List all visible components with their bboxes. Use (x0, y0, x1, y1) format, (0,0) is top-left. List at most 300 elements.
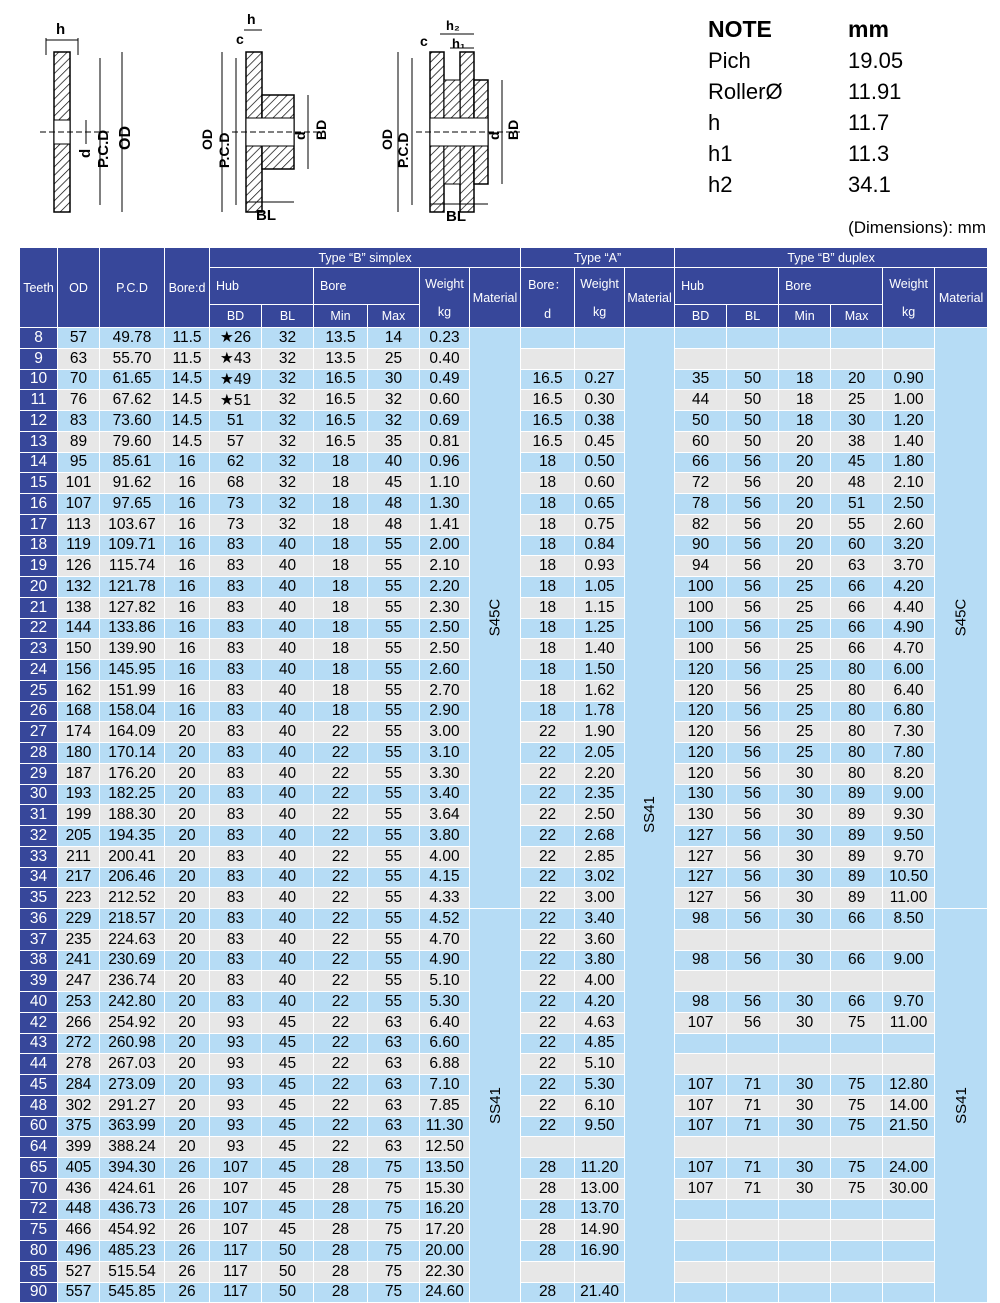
table-cell: 12.80 (883, 1075, 935, 1096)
table-cell (883, 348, 935, 369)
table-cell: 16 (165, 535, 210, 556)
table-cell: 31 (20, 805, 58, 826)
table-cell: 454.92 (100, 1220, 165, 1241)
table-cell: 545.85 (100, 1282, 165, 1303)
table-cell: 2.50 (420, 618, 470, 639)
table-cell: 121.78 (100, 577, 165, 598)
table-cell: ★51 (210, 390, 262, 411)
table-cell: 4.70 (883, 639, 935, 660)
table-cell (779, 1199, 831, 1220)
table-cell: 22 (314, 909, 368, 930)
table-cell: 1.78 (575, 701, 625, 722)
material-label: S45C (486, 598, 504, 637)
table-cell: 64 (20, 1137, 58, 1158)
table-cell: 3.10 (420, 743, 470, 764)
table-cell: 56 (727, 846, 779, 867)
table-cell: 1.62 (575, 680, 625, 701)
fig2-bd-label: BD (313, 119, 329, 140)
table-cell (727, 328, 779, 349)
table-cell: 22 (314, 971, 368, 992)
table-cell: 56 (727, 1012, 779, 1033)
table-cell: 1.40 (883, 431, 935, 452)
table-cell: 63 (368, 1137, 420, 1158)
table-cell: 93 (210, 1095, 262, 1116)
table-cell: 51 (831, 494, 883, 515)
table-cell: 5.10 (575, 1054, 625, 1075)
table-cell: 18 (521, 452, 575, 473)
table-cell (521, 1261, 575, 1282)
table-cell: 40 (262, 701, 314, 722)
table-cell: 32 (262, 369, 314, 390)
table-cell: 20 (165, 743, 210, 764)
fig3-bd-label: BD (505, 119, 521, 140)
table-cell: 40 (262, 535, 314, 556)
table-cell: 22 (314, 888, 368, 909)
table-cell: 83 (210, 888, 262, 909)
table-cell: 25 (20, 680, 58, 701)
table-cell: 20 (165, 722, 210, 743)
col-od: OD (58, 248, 100, 328)
table-cell: 20 (165, 867, 210, 888)
table-cell: 2.05 (575, 743, 625, 764)
table-cell: 55 (368, 618, 420, 639)
table-cell: 89 (831, 784, 883, 805)
table-cell: 3.00 (420, 722, 470, 743)
table-cell: 3.30 (420, 763, 470, 784)
type-b-simplex-figure (199, 11, 329, 224)
table-cell: 107 (210, 1199, 262, 1220)
table-cell: 30 (779, 826, 831, 847)
table-cell: 22 (314, 743, 368, 764)
table-cell: 139.90 (100, 639, 165, 660)
table-cell: ★43 (210, 348, 262, 369)
table-cell: 18 (521, 618, 575, 639)
table-cell: 9.00 (883, 950, 935, 971)
table-cell: 22 (521, 763, 575, 784)
table-cell: 36 (20, 909, 58, 930)
table-cell: 4.33 (420, 888, 470, 909)
note-key: Pich (708, 47, 751, 73)
table-cell: 107 (675, 1095, 727, 1116)
table-cell (779, 1054, 831, 1075)
table-cell: 16 (165, 680, 210, 701)
table-cell (883, 1033, 935, 1054)
table-cell: 48 (368, 514, 420, 535)
table-cell: 40 (262, 888, 314, 909)
table-cell: 25 (779, 639, 831, 660)
table-cell: 55.70 (100, 348, 165, 369)
note-panel (708, 14, 968, 200)
note-value: 19.05 (848, 47, 904, 73)
col-pcd: P.C.D (100, 248, 165, 328)
table-cell: 253 (58, 992, 100, 1013)
col-teeth: Teeth (20, 248, 58, 328)
table-cell: 18 (314, 618, 368, 639)
table-cell: 24.60 (420, 1282, 470, 1303)
table-cell: 75 (831, 1116, 883, 1137)
table-cell: 18 (521, 701, 575, 722)
table-cell: 16 (165, 556, 210, 577)
table-cell: 2.85 (575, 846, 625, 867)
simplex-material-cell (470, 909, 521, 1303)
duplex-kg-label: kg (901, 304, 916, 319)
table-cell: 20 (165, 909, 210, 930)
table-cell: 18 (314, 494, 368, 515)
table-cell: 18 (521, 660, 575, 681)
table-cell: 188.30 (100, 805, 165, 826)
table-cell: 9.70 (883, 846, 935, 867)
table-cell: 223 (58, 888, 100, 909)
table-cell: 22 (521, 784, 575, 805)
table-cell: 35 (20, 888, 58, 909)
table-cell: 100 (675, 639, 727, 660)
simplex-weight-label: Weight (425, 276, 464, 291)
table-cell: 28 (314, 1178, 368, 1199)
table-cell: 22 (521, 743, 575, 764)
table-cell: 91.62 (100, 473, 165, 494)
fig3-od-label: OD (379, 129, 395, 150)
table-cell: 28 (521, 1220, 575, 1241)
table-cell: 55 (831, 514, 883, 535)
table-cell: 18 (521, 577, 575, 598)
table-cell: 2.60 (883, 514, 935, 535)
note-key: RollerØ (708, 78, 783, 104)
table-cell (575, 348, 625, 369)
dimensions-caption: (Dimensions): mm (848, 218, 986, 237)
table-cell: 30 (779, 950, 831, 971)
table-cell: 260.98 (100, 1033, 165, 1054)
duplex-weight-label: Weight (889, 276, 928, 291)
table-cell: 26 (165, 1158, 210, 1179)
material-label: SS41 (952, 1086, 970, 1124)
table-cell: 45 (262, 1199, 314, 1220)
table-cell: 45 (262, 1178, 314, 1199)
table-cell: 4.20 (883, 577, 935, 598)
table-cell: 22 (314, 1033, 368, 1054)
table-cell: 56 (727, 950, 779, 971)
table-cell: 73.60 (100, 411, 165, 432)
sprocket-spec-table (19, 247, 988, 1303)
table-cell: 22 (521, 826, 575, 847)
table-cell: 83 (210, 805, 262, 826)
table-cell: 17.20 (420, 1220, 470, 1241)
table-cell: 22 (521, 1095, 575, 1116)
table-cell: 40 (262, 784, 314, 805)
table-cell (779, 1033, 831, 1054)
a-bore-label: Bore： (528, 277, 568, 292)
table-cell: 6.40 (883, 680, 935, 701)
table-cell: 55 (368, 867, 420, 888)
table-cell: 56 (727, 826, 779, 847)
table-cell: 107 (675, 1158, 727, 1179)
table-cell: 28 (521, 1178, 575, 1199)
table-cell: 45 (262, 1012, 314, 1033)
table-cell: 9.70 (883, 992, 935, 1013)
table-cell: 40 (262, 639, 314, 660)
table-cell (883, 1199, 935, 1220)
table-cell (779, 1261, 831, 1282)
table-cell: 2.35 (575, 784, 625, 805)
note-value: 11.3 (848, 140, 890, 166)
table-cell: 30 (779, 992, 831, 1013)
table-cell: 212.52 (100, 888, 165, 909)
table-cell: 107 (210, 1178, 262, 1199)
table-cell: 16 (165, 597, 210, 618)
table-cell: 18 (521, 514, 575, 535)
table-cell: 20 (165, 826, 210, 847)
table-cell: 211 (58, 846, 100, 867)
table-cell: 40 (262, 846, 314, 867)
plate-sprocket-figure (40, 21, 134, 212)
table-cell: 25 (779, 680, 831, 701)
table-cell: 35 (368, 431, 420, 452)
table-cell: 14 (20, 452, 58, 473)
table-cell (779, 971, 831, 992)
a-material-header: Material (625, 268, 675, 328)
table-cell: 63 (368, 1012, 420, 1033)
table-cell: 20 (165, 971, 210, 992)
table-cell: 16.5 (314, 369, 368, 390)
table-cell: 6.40 (420, 1012, 470, 1033)
table-cell: 71 (727, 1095, 779, 1116)
table-cell: 45 (20, 1075, 58, 1096)
table-cell (883, 1282, 935, 1303)
table-cell: 158.04 (100, 701, 165, 722)
table-cell: 89 (831, 826, 883, 847)
table-cell: 65 (20, 1158, 58, 1179)
type-a-material-cell (625, 328, 675, 1303)
table-cell: 4.90 (420, 950, 470, 971)
table-cell: 120 (675, 660, 727, 681)
table-cell: 56 (727, 473, 779, 494)
table-cell: 22 (314, 950, 368, 971)
table-cell: 25 (779, 660, 831, 681)
table-cell: 0.30 (575, 390, 625, 411)
table-cell: 557 (58, 1282, 100, 1303)
table-cell (883, 1241, 935, 1262)
table-cell: 107 (210, 1158, 262, 1179)
table-cell: 22 (314, 826, 368, 847)
table-cell: 40 (262, 743, 314, 764)
table-cell: 151.99 (100, 680, 165, 701)
table-cell: 18 (521, 473, 575, 494)
table-cell: 4.40 (883, 597, 935, 618)
table-cell: 32 (262, 514, 314, 535)
table-cell: 1.20 (883, 411, 935, 432)
table-cell: 22 (521, 950, 575, 971)
table-cell: 18 (314, 680, 368, 701)
table-cell: 20 (165, 1075, 210, 1096)
table-cell: 20 (165, 1012, 210, 1033)
table-cell: 107 (675, 1012, 727, 1033)
table-cell: 2.30 (420, 597, 470, 618)
table-cell: 120 (675, 722, 727, 743)
table-cell: 20 (779, 514, 831, 535)
table-cell: 55 (368, 826, 420, 847)
fig1-h-label: h (56, 21, 66, 38)
table-cell: 25 (368, 348, 420, 369)
table-cell: 254.92 (100, 1012, 165, 1033)
table-cell: 18 (314, 577, 368, 598)
table-cell: 13.5 (314, 328, 368, 349)
table-cell: 3.40 (420, 784, 470, 805)
table-cell: 30 (779, 1012, 831, 1033)
table-cell: 448 (58, 1199, 100, 1220)
table-cell: 56 (727, 680, 779, 701)
table-cell: 0.45 (575, 431, 625, 452)
simplex-hub-header: Hub (210, 268, 314, 305)
table-cell: 127 (675, 826, 727, 847)
table-cell: 22 (521, 722, 575, 743)
table-cell: 40 (262, 660, 314, 681)
table-cell: 7.30 (883, 722, 935, 743)
table-cell: 55 (368, 722, 420, 743)
table-cell: 485.23 (100, 1241, 165, 1262)
table-cell: 63 (831, 556, 883, 577)
fig1-od-label: OD (117, 126, 134, 150)
table-cell: 133.86 (100, 618, 165, 639)
table-cell: 2.50 (420, 639, 470, 660)
table-cell: 20 (165, 992, 210, 1013)
table-cell: 56 (727, 909, 779, 930)
table-cell: 32 (262, 411, 314, 432)
table-cell: 75 (20, 1220, 58, 1241)
table-cell: 45 (262, 1054, 314, 1075)
table-cell: 363.99 (100, 1116, 165, 1137)
table-cell: 50 (727, 411, 779, 432)
table-cell: 45 (262, 1220, 314, 1241)
table-cell: 83 (210, 597, 262, 618)
table-cell: 89 (831, 846, 883, 867)
table-cell: 93 (210, 1116, 262, 1137)
table-cell: 247 (58, 971, 100, 992)
table-cell (727, 1054, 779, 1075)
table-cell: 0.60 (575, 473, 625, 494)
table-cell: 40 (20, 992, 58, 1013)
table-cell: 11.00 (883, 888, 935, 909)
table-cell (883, 328, 935, 349)
table-cell: 127 (675, 846, 727, 867)
table-cell: 20 (779, 494, 831, 515)
table-cell: 28 (521, 1199, 575, 1220)
table-cell: 394.30 (100, 1158, 165, 1179)
table-cell: 44 (675, 390, 727, 411)
table-cell: 71 (727, 1158, 779, 1179)
table-cell: 22 (521, 867, 575, 888)
table-cell: 2.10 (883, 473, 935, 494)
table-cell: 7.85 (420, 1095, 470, 1116)
table-cell: 20 (165, 805, 210, 826)
table-cell: 50 (727, 369, 779, 390)
table-cell (521, 1137, 575, 1158)
table-cell (727, 1282, 779, 1303)
table-cell: 16 (165, 514, 210, 535)
table-cell: 22 (314, 1012, 368, 1033)
table-cell: 83 (210, 826, 262, 847)
table-cell: 55 (368, 846, 420, 867)
table-cell: 20 (165, 1137, 210, 1158)
table-cell: 55 (368, 535, 420, 556)
table-cell (675, 971, 727, 992)
table-cell: 18 (314, 639, 368, 660)
table-cell (675, 1241, 727, 1262)
table-cell: 16 (165, 494, 210, 515)
table-cell: 120 (675, 763, 727, 784)
table-cell: 40 (262, 950, 314, 971)
note-row (708, 45, 968, 76)
table-cell: 45 (262, 1033, 314, 1054)
table-cell: 76 (58, 390, 100, 411)
table-cell: 291.27 (100, 1095, 165, 1116)
table-cell: 4.15 (420, 867, 470, 888)
table-cell: 28 (314, 1158, 368, 1179)
table-cell: 40 (262, 867, 314, 888)
table-cell: 45 (262, 1075, 314, 1096)
table-cell: 95 (58, 452, 100, 473)
note-row (708, 138, 968, 169)
table-cell: 130 (675, 805, 727, 826)
table-cell: 18 (521, 535, 575, 556)
table-cell: 11.5 (165, 328, 210, 349)
table-cell: 2.90 (420, 701, 470, 722)
table-cell: 3.70 (883, 556, 935, 577)
table-cell: 119 (58, 535, 100, 556)
table-cell: 93 (210, 1012, 262, 1033)
a-d-label: d (544, 306, 552, 321)
table-cell: 1.80 (883, 452, 935, 473)
table-cell: 120 (675, 680, 727, 701)
table-cell: 75 (368, 1178, 420, 1199)
table-cell: 150 (58, 639, 100, 660)
table-cell: 49.78 (100, 328, 165, 349)
table-cell: 83 (210, 950, 262, 971)
table-cell: 82 (675, 514, 727, 535)
table-cell: 40 (262, 929, 314, 950)
table-row (20, 328, 988, 349)
duplex-material-header: Material (935, 268, 988, 328)
table-cell: 22 (314, 784, 368, 805)
table-cell: 48 (20, 1095, 58, 1116)
table-cell: 66 (831, 950, 883, 971)
table-cell: 20 (165, 784, 210, 805)
duplex-bd-header: BD (675, 304, 727, 328)
table-cell: 83 (210, 909, 262, 930)
table-cell: 20 (779, 535, 831, 556)
table-cell (675, 1282, 727, 1303)
table-cell: 20 (831, 369, 883, 390)
table-cell (779, 929, 831, 950)
table-cell: 22 (314, 1116, 368, 1137)
table-cell: 83 (210, 577, 262, 598)
table-cell: 18 (314, 473, 368, 494)
table-cell: 424.61 (100, 1178, 165, 1199)
table-cell: 34 (20, 867, 58, 888)
table-cell: 20.00 (420, 1241, 470, 1262)
table-cell: 80 (831, 763, 883, 784)
table-cell: 55 (368, 639, 420, 660)
table-cell: 4.00 (575, 971, 625, 992)
table-cell (727, 1199, 779, 1220)
table-cell: 60 (675, 431, 727, 452)
table-cell: 20 (165, 846, 210, 867)
table-cell: 11.5 (165, 348, 210, 369)
table-cell: 83 (210, 992, 262, 1013)
table-cell: 8.50 (883, 909, 935, 930)
table-cell: 22 (314, 867, 368, 888)
table-cell: 3.80 (420, 826, 470, 847)
table-cell: 16.5 (521, 411, 575, 432)
table-cell: 22 (314, 1137, 368, 1158)
